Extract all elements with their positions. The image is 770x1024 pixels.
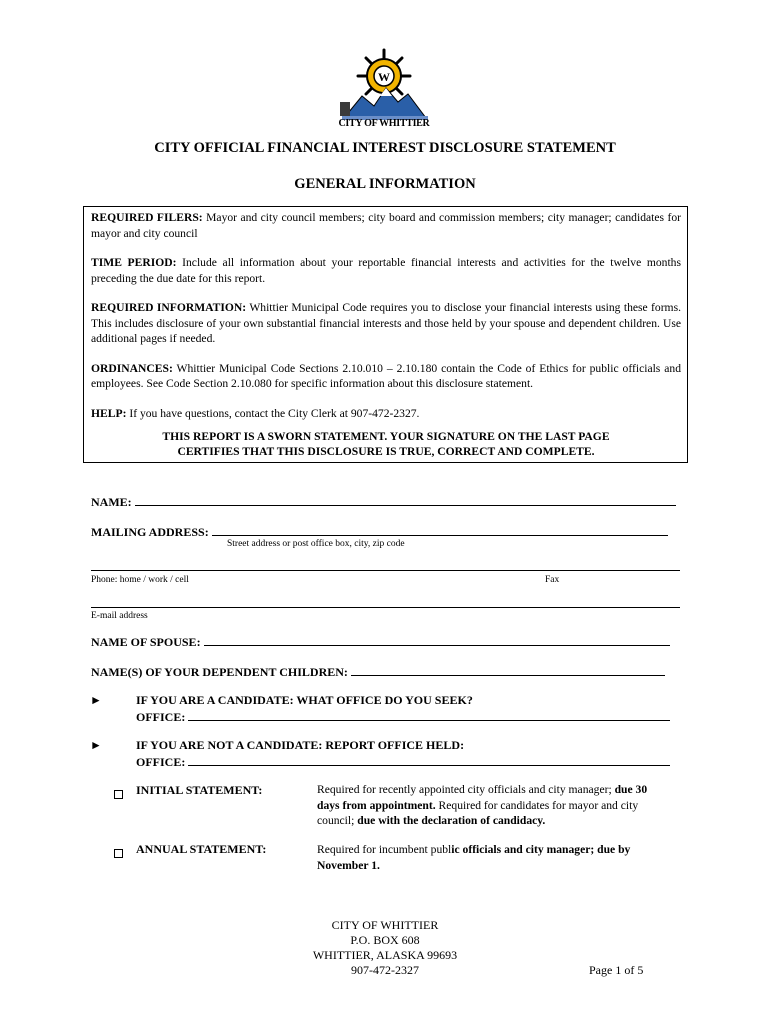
required-label: REQUIRED INFORMATION:: [91, 301, 247, 314]
children-label: NAME(S) OF YOUR DEPENDENT CHILDREN:: [91, 665, 348, 679]
initial-statement-checkbox[interactable]: [114, 786, 123, 804]
required-information-paragraph: [91, 300, 681, 347]
ships-wheel-icon: [336, 44, 432, 124]
held-office-row: [136, 753, 670, 770]
period-label: TIME PERIOD:: [91, 256, 177, 269]
name-label: NAME:: [91, 495, 132, 509]
ordinances-label: ORDINANCES:: [91, 361, 173, 375]
office-label: OFFICE:: [136, 755, 186, 769]
ordinances-text: Whittier Municipal Code Sections 2.10.010 – 2.10.180 contain the Code of Ethics for public officials and employees. See Code Section 2.10.080 for specific information about this disclosure statement.: [91, 361, 681, 390]
footer-phone: 907-472-2327: [351, 963, 419, 977]
candidate-office-row: [136, 708, 670, 725]
footer-address: [0, 918, 770, 978]
email-field[interactable]: [91, 607, 680, 608]
logo-letter: W: [378, 70, 390, 84]
mailing-address-row: [91, 523, 668, 540]
filers-label: REQUIRED FILERS:: [91, 211, 203, 224]
spouse-field[interactable]: [204, 633, 670, 646]
mailing-address-field[interactable]: [212, 523, 668, 536]
general-information-box: [83, 206, 688, 463]
arrow-icon: ►: [90, 693, 102, 707]
annual-desc-text: Required for incumbent publ: [317, 843, 452, 856]
candidate-question: IF YOU ARE A CANDIDATE: WHAT OFFICE DO YOU SEEK?: [136, 693, 473, 707]
period-text: Include all information about your reportable financial interests and activities for the twelve months preceding the due date for this report.: [91, 256, 681, 285]
office-label: OFFICE:: [136, 710, 186, 724]
initial-desc-deadline: due 30 days from appointment.: [317, 783, 648, 812]
arrow-icon: ►: [90, 738, 102, 752]
filers-text: Mayor and city council members; city board and commission members; city manager; candidates for mayor and city council: [91, 211, 681, 240]
email-hint: E-mail address: [91, 611, 148, 621]
initial-desc-deadline-2: due with the declaration of candidacy.: [357, 814, 546, 827]
help-text: If you have questions, contact the City Clerk at 907-472-2327.: [126, 406, 420, 420]
section-title: GENERAL INFORMATION: [294, 176, 476, 192]
footer-city: CITY OF WHITTIER: [331, 918, 439, 932]
name-row: [91, 493, 676, 510]
children-field[interactable]: [351, 663, 665, 676]
initial-desc-text: Required for recently appointed city officials and city manager;: [317, 783, 615, 796]
noncandidate-question: IF YOU ARE NOT A CANDIDATE: REPORT OFFICE HELD:: [136, 738, 465, 752]
initial-statement-label: INITIAL STATEMENT:: [136, 783, 263, 797]
initial-desc-text-2: Required for candidates for mayor and city council;: [317, 798, 639, 827]
phone-hint: Phone: home / work / cell: [91, 575, 189, 585]
fax-hint: Fax: [545, 575, 560, 585]
sworn-statement-line-1: THIS REPORT IS A SWORN STATEMENT. YOUR SIGNATURE ON THE LAST PAGE: [162, 430, 610, 443]
phone-field[interactable]: [91, 570, 680, 571]
annual-desc-deadline: ic officials and city manager; due by November 1.: [317, 843, 631, 872]
mailing-address-label: MAILING ADDRESS:: [91, 525, 209, 539]
sworn-statement-line-2: CERTIFIES THAT THIS DISCLOSURE IS TRUE, CORRECT AND COMPLETE.: [177, 445, 595, 458]
required-text: Whittier Municipal Code requires you to disclose your financial interests using these forms. This includes disclosure of your own substantial financial interests and those held by your spouse and dependent children. Use additional pages if needed.: [91, 301, 681, 345]
children-row: [91, 663, 665, 680]
help-paragraph: [91, 406, 681, 422]
footer-city-state-zip: WHITTIER, ALASKA 99693: [312, 948, 458, 962]
ordinances-paragraph: [91, 361, 681, 392]
annual-statement-label: ANNUAL STATEMENT:: [136, 842, 267, 856]
document-title: CITY OFFICIAL FINANCIAL INTEREST DISCLOSURE STATEMENT: [154, 140, 616, 156]
spouse-label: NAME OF SPOUSE:: [91, 635, 201, 649]
held-office-field[interactable]: [188, 753, 670, 766]
logo-caption: CITY OF WHITTIER: [338, 118, 430, 129]
initial-statement-description: [317, 782, 669, 829]
annual-statement-description: [317, 842, 669, 873]
sought-office-field[interactable]: [188, 708, 670, 721]
annual-statement-checkbox[interactable]: [114, 845, 123, 863]
required-filers-paragraph: [91, 210, 681, 241]
time-period-paragraph: [91, 255, 681, 286]
spouse-row: [91, 633, 670, 650]
name-field[interactable]: [135, 493, 676, 506]
help-label: HELP:: [91, 406, 127, 420]
page-number: Page 1 of 5: [589, 963, 644, 977]
footer-po-box: P.O. BOX 608: [350, 933, 420, 947]
address-hint: Street address or post office box, city, zip code: [227, 539, 405, 549]
